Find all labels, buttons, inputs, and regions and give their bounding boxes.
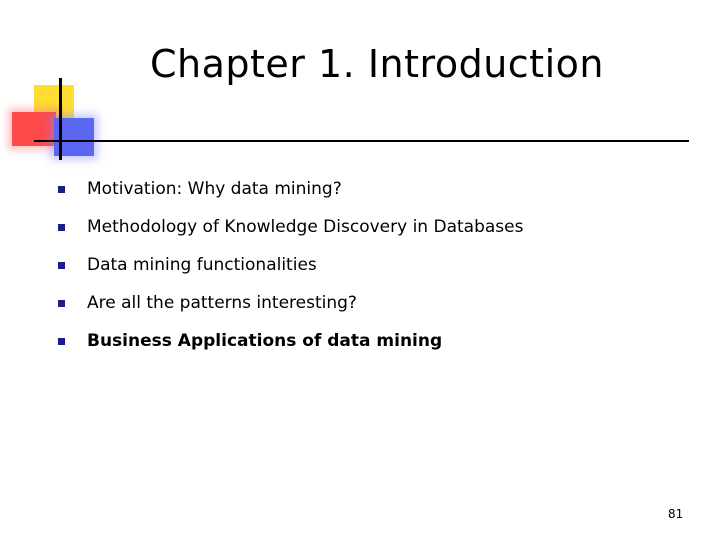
bullet-list <box>58 170 678 360</box>
bullet-item <box>58 246 678 284</box>
bullet-square-icon <box>58 338 65 345</box>
bullet-text: Business Applications of data mining <box>87 331 443 351</box>
slide-title: Chapter 1. Introduction <box>150 42 604 86</box>
bullet-square-icon <box>58 186 65 193</box>
bullet-item <box>58 208 678 246</box>
page-number: 81 <box>668 507 684 521</box>
slide-logo-decoration <box>0 0 110 170</box>
bullet-item <box>58 170 678 208</box>
bullet-square-icon <box>58 262 65 269</box>
bullet-item <box>58 284 678 322</box>
bullet-square-icon <box>58 300 65 307</box>
bullet-text: Are all the patterns interesting? <box>87 293 357 313</box>
title-underline <box>34 140 689 142</box>
bullet-text: Methodology of Knowledge Discovery in Databases <box>87 217 524 237</box>
bullet-text: Data mining functionalities <box>87 255 317 275</box>
logo-vertical-line <box>59 78 62 160</box>
bullet-square-icon <box>58 224 65 231</box>
bullet-item <box>58 322 678 360</box>
bullet-text: Motivation: Why data mining? <box>87 179 342 199</box>
